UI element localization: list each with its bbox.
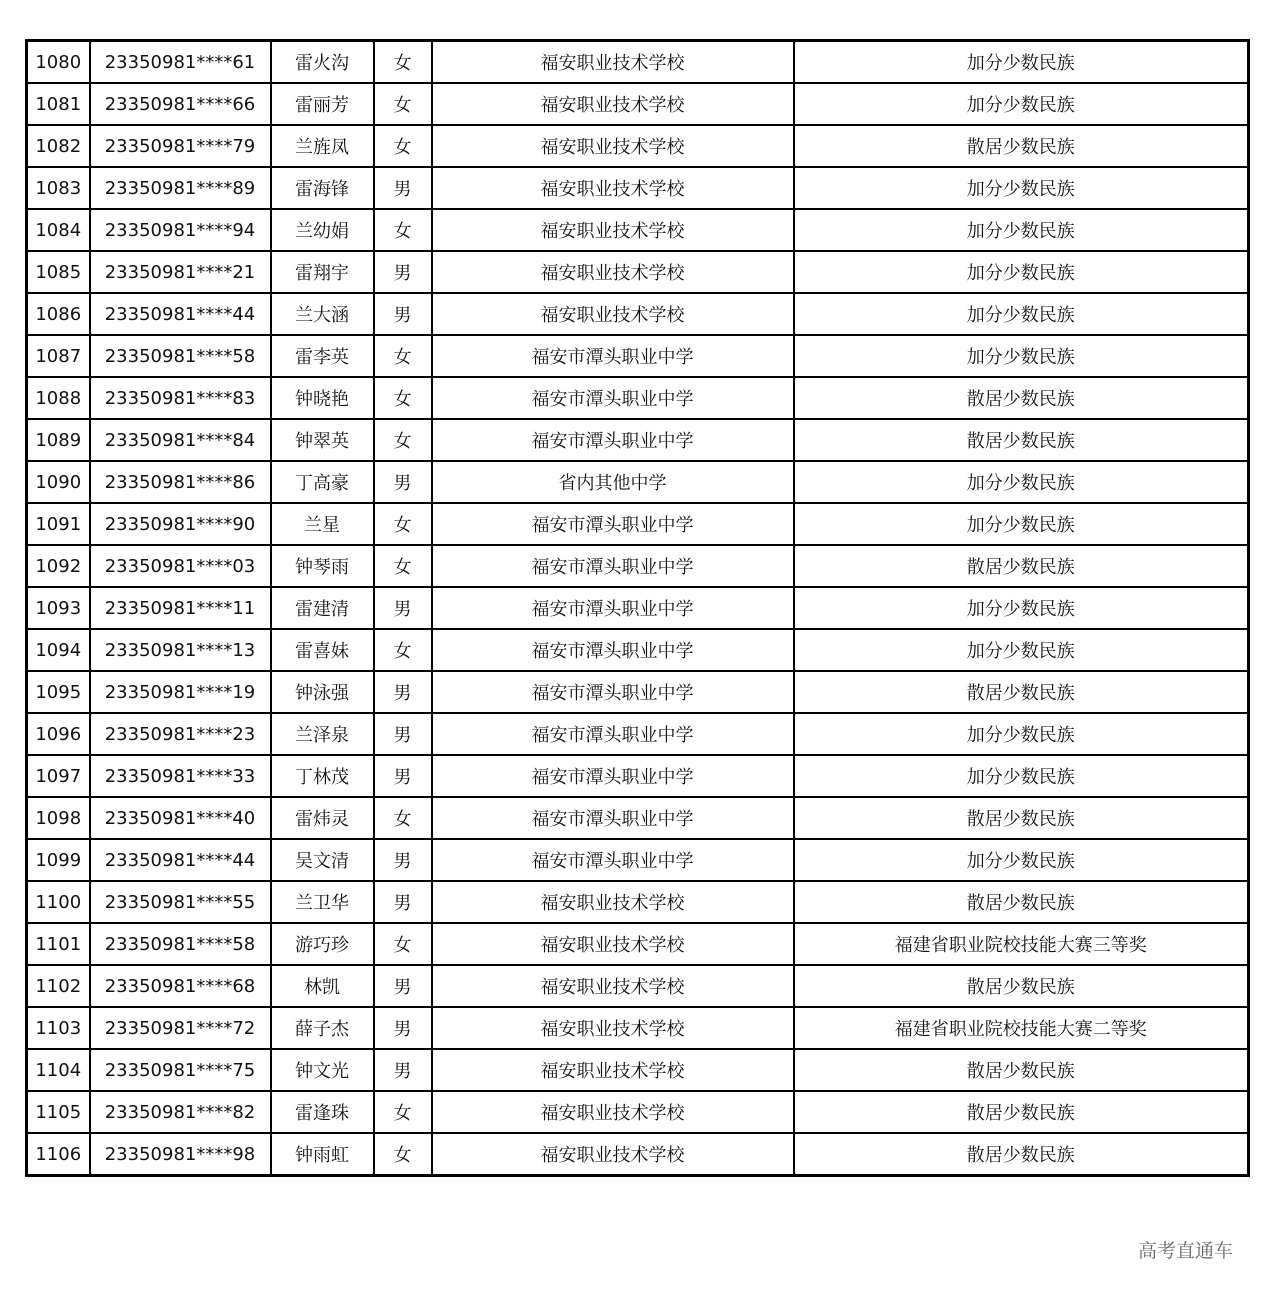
cell-name: 钟琴雨 <box>271 545 374 587</box>
cell-school: 福安职业技术学校 <box>432 1133 794 1176</box>
table-row <box>27 377 1249 419</box>
cell-school: 福安市潭头职业中学 <box>432 629 794 671</box>
cell-name: 钟泳强 <box>271 671 374 713</box>
table-row <box>27 545 1249 587</box>
cell-school: 福安市潭头职业中学 <box>432 797 794 839</box>
cell-number: 1094 <box>27 629 90 671</box>
cell-school: 福安职业技术学校 <box>432 1091 794 1133</box>
cell-exam-id: 23350981****11 <box>90 587 271 629</box>
cell-name: 兰幼娟 <box>271 209 374 251</box>
cell-name: 钟雨虹 <box>271 1133 374 1176</box>
cell-name: 雷逢珠 <box>271 1091 374 1133</box>
cell-category: 加分少数民族 <box>794 335 1249 377</box>
cell-name: 林凯 <box>271 965 374 1007</box>
cell-school: 福安市潭头职业中学 <box>432 335 794 377</box>
cell-category: 加分少数民族 <box>794 83 1249 125</box>
cell-category: 加分少数民族 <box>794 587 1249 629</box>
cell-exam-id: 23350981****44 <box>90 839 271 881</box>
student-list-table <box>25 39 1250 1177</box>
cell-gender: 女 <box>374 377 432 419</box>
cell-name: 钟翠英 <box>271 419 374 461</box>
cell-number: 1106 <box>27 1133 90 1176</box>
cell-exam-id: 23350981****61 <box>90 41 271 84</box>
table-row <box>27 1133 1249 1176</box>
cell-category: 加分少数民族 <box>794 209 1249 251</box>
cell-exam-id: 23350981****90 <box>90 503 271 545</box>
cell-number: 1080 <box>27 41 90 84</box>
cell-name: 薛子杰 <box>271 1007 374 1049</box>
cell-gender: 男 <box>374 965 432 1007</box>
cell-category: 散居少数民族 <box>794 965 1249 1007</box>
cell-school: 福安职业技术学校 <box>432 83 794 125</box>
table-row <box>27 83 1249 125</box>
table-row <box>27 419 1249 461</box>
table-body <box>27 41 1249 1176</box>
cell-category: 散居少数民族 <box>794 1091 1249 1133</box>
cell-exam-id: 23350981****98 <box>90 1133 271 1176</box>
cell-number: 1104 <box>27 1049 90 1091</box>
cell-exam-id: 23350981****33 <box>90 755 271 797</box>
cell-category: 加分少数民族 <box>794 167 1249 209</box>
cell-gender: 男 <box>374 755 432 797</box>
cell-name: 兰大涵 <box>271 293 374 335</box>
cell-gender: 女 <box>374 41 432 84</box>
cell-number: 1102 <box>27 965 90 1007</box>
table-row <box>27 125 1249 167</box>
cell-school: 福安职业技术学校 <box>432 881 794 923</box>
cell-category: 散居少数民族 <box>794 1133 1249 1176</box>
cell-school: 福安市潭头职业中学 <box>432 545 794 587</box>
cell-exam-id: 23350981****23 <box>90 713 271 755</box>
cell-category: 散居少数民族 <box>794 125 1249 167</box>
cell-name: 吴文清 <box>271 839 374 881</box>
table-row <box>27 923 1249 965</box>
cell-gender: 男 <box>374 167 432 209</box>
cell-exam-id: 23350981****21 <box>90 251 271 293</box>
cell-gender: 男 <box>374 251 432 293</box>
cell-category: 加分少数民族 <box>794 713 1249 755</box>
cell-name: 钟文光 <box>271 1049 374 1091</box>
cell-name: 兰卫华 <box>271 881 374 923</box>
cell-school: 福安职业技术学校 <box>432 251 794 293</box>
cell-number: 1100 <box>27 881 90 923</box>
table-row <box>27 461 1249 503</box>
cell-number: 1095 <box>27 671 90 713</box>
cell-category: 加分少数民族 <box>794 251 1249 293</box>
cell-number: 1089 <box>27 419 90 461</box>
cell-number: 1099 <box>27 839 90 881</box>
cell-number: 1092 <box>27 545 90 587</box>
cell-name: 钟晓艳 <box>271 377 374 419</box>
cell-school: 福安职业技术学校 <box>432 41 794 84</box>
cell-category: 散居少数民族 <box>794 1049 1249 1091</box>
cell-exam-id: 23350981****44 <box>90 293 271 335</box>
cell-name: 雷李英 <box>271 335 374 377</box>
cell-school: 福安市潭头职业中学 <box>432 839 794 881</box>
cell-category: 加分少数民族 <box>794 629 1249 671</box>
cell-number: 1088 <box>27 377 90 419</box>
cell-exam-id: 23350981****75 <box>90 1049 271 1091</box>
table-row <box>27 1049 1249 1091</box>
cell-category: 加分少数民族 <box>794 461 1249 503</box>
cell-number: 1082 <box>27 125 90 167</box>
cell-exam-id: 23350981****89 <box>90 167 271 209</box>
cell-exam-id: 23350981****72 <box>90 1007 271 1049</box>
cell-number: 1091 <box>27 503 90 545</box>
cell-school: 福安职业技术学校 <box>432 125 794 167</box>
cell-category: 散居少数民族 <box>794 797 1249 839</box>
cell-number: 1083 <box>27 167 90 209</box>
cell-number: 1081 <box>27 83 90 125</box>
cell-name: 兰星 <box>271 503 374 545</box>
cell-number: 1097 <box>27 755 90 797</box>
cell-number: 1086 <box>27 293 90 335</box>
cell-exam-id: 23350981****66 <box>90 83 271 125</box>
cell-exam-id: 23350981****03 <box>90 545 271 587</box>
cell-exam-id: 23350981****83 <box>90 377 271 419</box>
cell-gender: 男 <box>374 713 432 755</box>
cell-gender: 女 <box>374 1091 432 1133</box>
table-row <box>27 755 1249 797</box>
table-row <box>27 293 1249 335</box>
cell-category: 散居少数民族 <box>794 419 1249 461</box>
cell-number: 1087 <box>27 335 90 377</box>
cell-school: 福安市潭头职业中学 <box>432 671 794 713</box>
cell-exam-id: 23350981****82 <box>90 1091 271 1133</box>
cell-gender: 女 <box>374 83 432 125</box>
cell-number: 1105 <box>27 1091 90 1133</box>
cell-gender: 女 <box>374 125 432 167</box>
cell-school: 福安职业技术学校 <box>432 293 794 335</box>
cell-number: 1103 <box>27 1007 90 1049</box>
cell-number: 1085 <box>27 251 90 293</box>
cell-exam-id: 23350981****40 <box>90 797 271 839</box>
cell-name: 雷炜灵 <box>271 797 374 839</box>
cell-category: 加分少数民族 <box>794 41 1249 84</box>
cell-name: 雷海锋 <box>271 167 374 209</box>
cell-school: 福安职业技术学校 <box>432 1049 794 1091</box>
cell-gender: 女 <box>374 1133 432 1176</box>
table-row <box>27 587 1249 629</box>
cell-gender: 女 <box>374 797 432 839</box>
table-row <box>27 41 1249 84</box>
cell-gender: 男 <box>374 461 432 503</box>
table-row <box>27 1007 1249 1049</box>
cell-number: 1093 <box>27 587 90 629</box>
table-row <box>27 1091 1249 1133</box>
table-row <box>27 629 1249 671</box>
cell-school: 福安职业技术学校 <box>432 167 794 209</box>
cell-gender: 女 <box>374 545 432 587</box>
cell-name: 雷翔宇 <box>271 251 374 293</box>
cell-category: 福建省职业院校技能大赛二等奖 <box>794 1007 1249 1049</box>
table-row <box>27 713 1249 755</box>
cell-category: 散居少数民族 <box>794 545 1249 587</box>
cell-school: 福安市潭头职业中学 <box>432 419 794 461</box>
cell-name: 雷火沟 <box>271 41 374 84</box>
cell-gender: 男 <box>374 839 432 881</box>
cell-gender: 女 <box>374 335 432 377</box>
cell-exam-id: 23350981****58 <box>90 923 271 965</box>
cell-school: 福安市潭头职业中学 <box>432 377 794 419</box>
cell-school: 福安市潭头职业中学 <box>432 713 794 755</box>
cell-exam-id: 23350981****55 <box>90 881 271 923</box>
cell-school: 福安市潭头职业中学 <box>432 503 794 545</box>
cell-category: 加分少数民族 <box>794 293 1249 335</box>
table-row <box>27 881 1249 923</box>
table-row <box>27 251 1249 293</box>
cell-number: 1084 <box>27 209 90 251</box>
cell-school: 福安职业技术学校 <box>432 923 794 965</box>
table-row <box>27 167 1249 209</box>
cell-name: 兰旌凤 <box>271 125 374 167</box>
table-row <box>27 335 1249 377</box>
cell-gender: 女 <box>374 629 432 671</box>
watermark-text: 高考直通车 <box>1138 1240 1234 1262</box>
cell-exam-id: 23350981****84 <box>90 419 271 461</box>
cell-school: 福安职业技术学校 <box>432 1007 794 1049</box>
cell-gender: 男 <box>374 671 432 713</box>
cell-exam-id: 23350981****86 <box>90 461 271 503</box>
cell-gender: 男 <box>374 1049 432 1091</box>
cell-school: 福安职业技术学校 <box>432 209 794 251</box>
cell-school: 福安市潭头职业中学 <box>432 755 794 797</box>
cell-gender: 女 <box>374 209 432 251</box>
cell-name: 丁高豪 <box>271 461 374 503</box>
cell-name: 丁林茂 <box>271 755 374 797</box>
table-row <box>27 965 1249 1007</box>
cell-number: 1101 <box>27 923 90 965</box>
cell-number: 1090 <box>27 461 90 503</box>
table-row <box>27 209 1249 251</box>
cell-exam-id: 23350981****68 <box>90 965 271 1007</box>
cell-name: 雷喜妹 <box>271 629 374 671</box>
cell-school: 福安职业技术学校 <box>432 965 794 1007</box>
cell-gender: 男 <box>374 1007 432 1049</box>
cell-exam-id: 23350981****13 <box>90 629 271 671</box>
cell-gender: 女 <box>374 419 432 461</box>
cell-school: 省内其他中学 <box>432 461 794 503</box>
cell-gender: 女 <box>374 503 432 545</box>
table-row <box>27 797 1249 839</box>
cell-gender: 男 <box>374 881 432 923</box>
cell-name: 兰泽泉 <box>271 713 374 755</box>
cell-exam-id: 23350981****79 <box>90 125 271 167</box>
table-row <box>27 839 1249 881</box>
cell-name: 雷丽芳 <box>271 83 374 125</box>
cell-name: 雷建清 <box>271 587 374 629</box>
cell-category: 福建省职业院校技能大赛三等奖 <box>794 923 1249 965</box>
cell-category: 散居少数民族 <box>794 377 1249 419</box>
cell-school: 福安市潭头职业中学 <box>432 587 794 629</box>
cell-exam-id: 23350981****19 <box>90 671 271 713</box>
cell-category: 散居少数民族 <box>794 671 1249 713</box>
cell-number: 1098 <box>27 797 90 839</box>
cell-name: 游巧珍 <box>271 923 374 965</box>
table-row <box>27 503 1249 545</box>
cell-exam-id: 23350981****94 <box>90 209 271 251</box>
table-row <box>27 671 1249 713</box>
cell-gender: 女 <box>374 923 432 965</box>
cell-category: 散居少数民族 <box>794 881 1249 923</box>
cell-exam-id: 23350981****58 <box>90 335 271 377</box>
cell-gender: 男 <box>374 293 432 335</box>
cell-gender: 男 <box>374 587 432 629</box>
cell-number: 1096 <box>27 713 90 755</box>
cell-category: 加分少数民族 <box>794 755 1249 797</box>
cell-category: 加分少数民族 <box>794 839 1249 881</box>
cell-category: 加分少数民族 <box>794 503 1249 545</box>
